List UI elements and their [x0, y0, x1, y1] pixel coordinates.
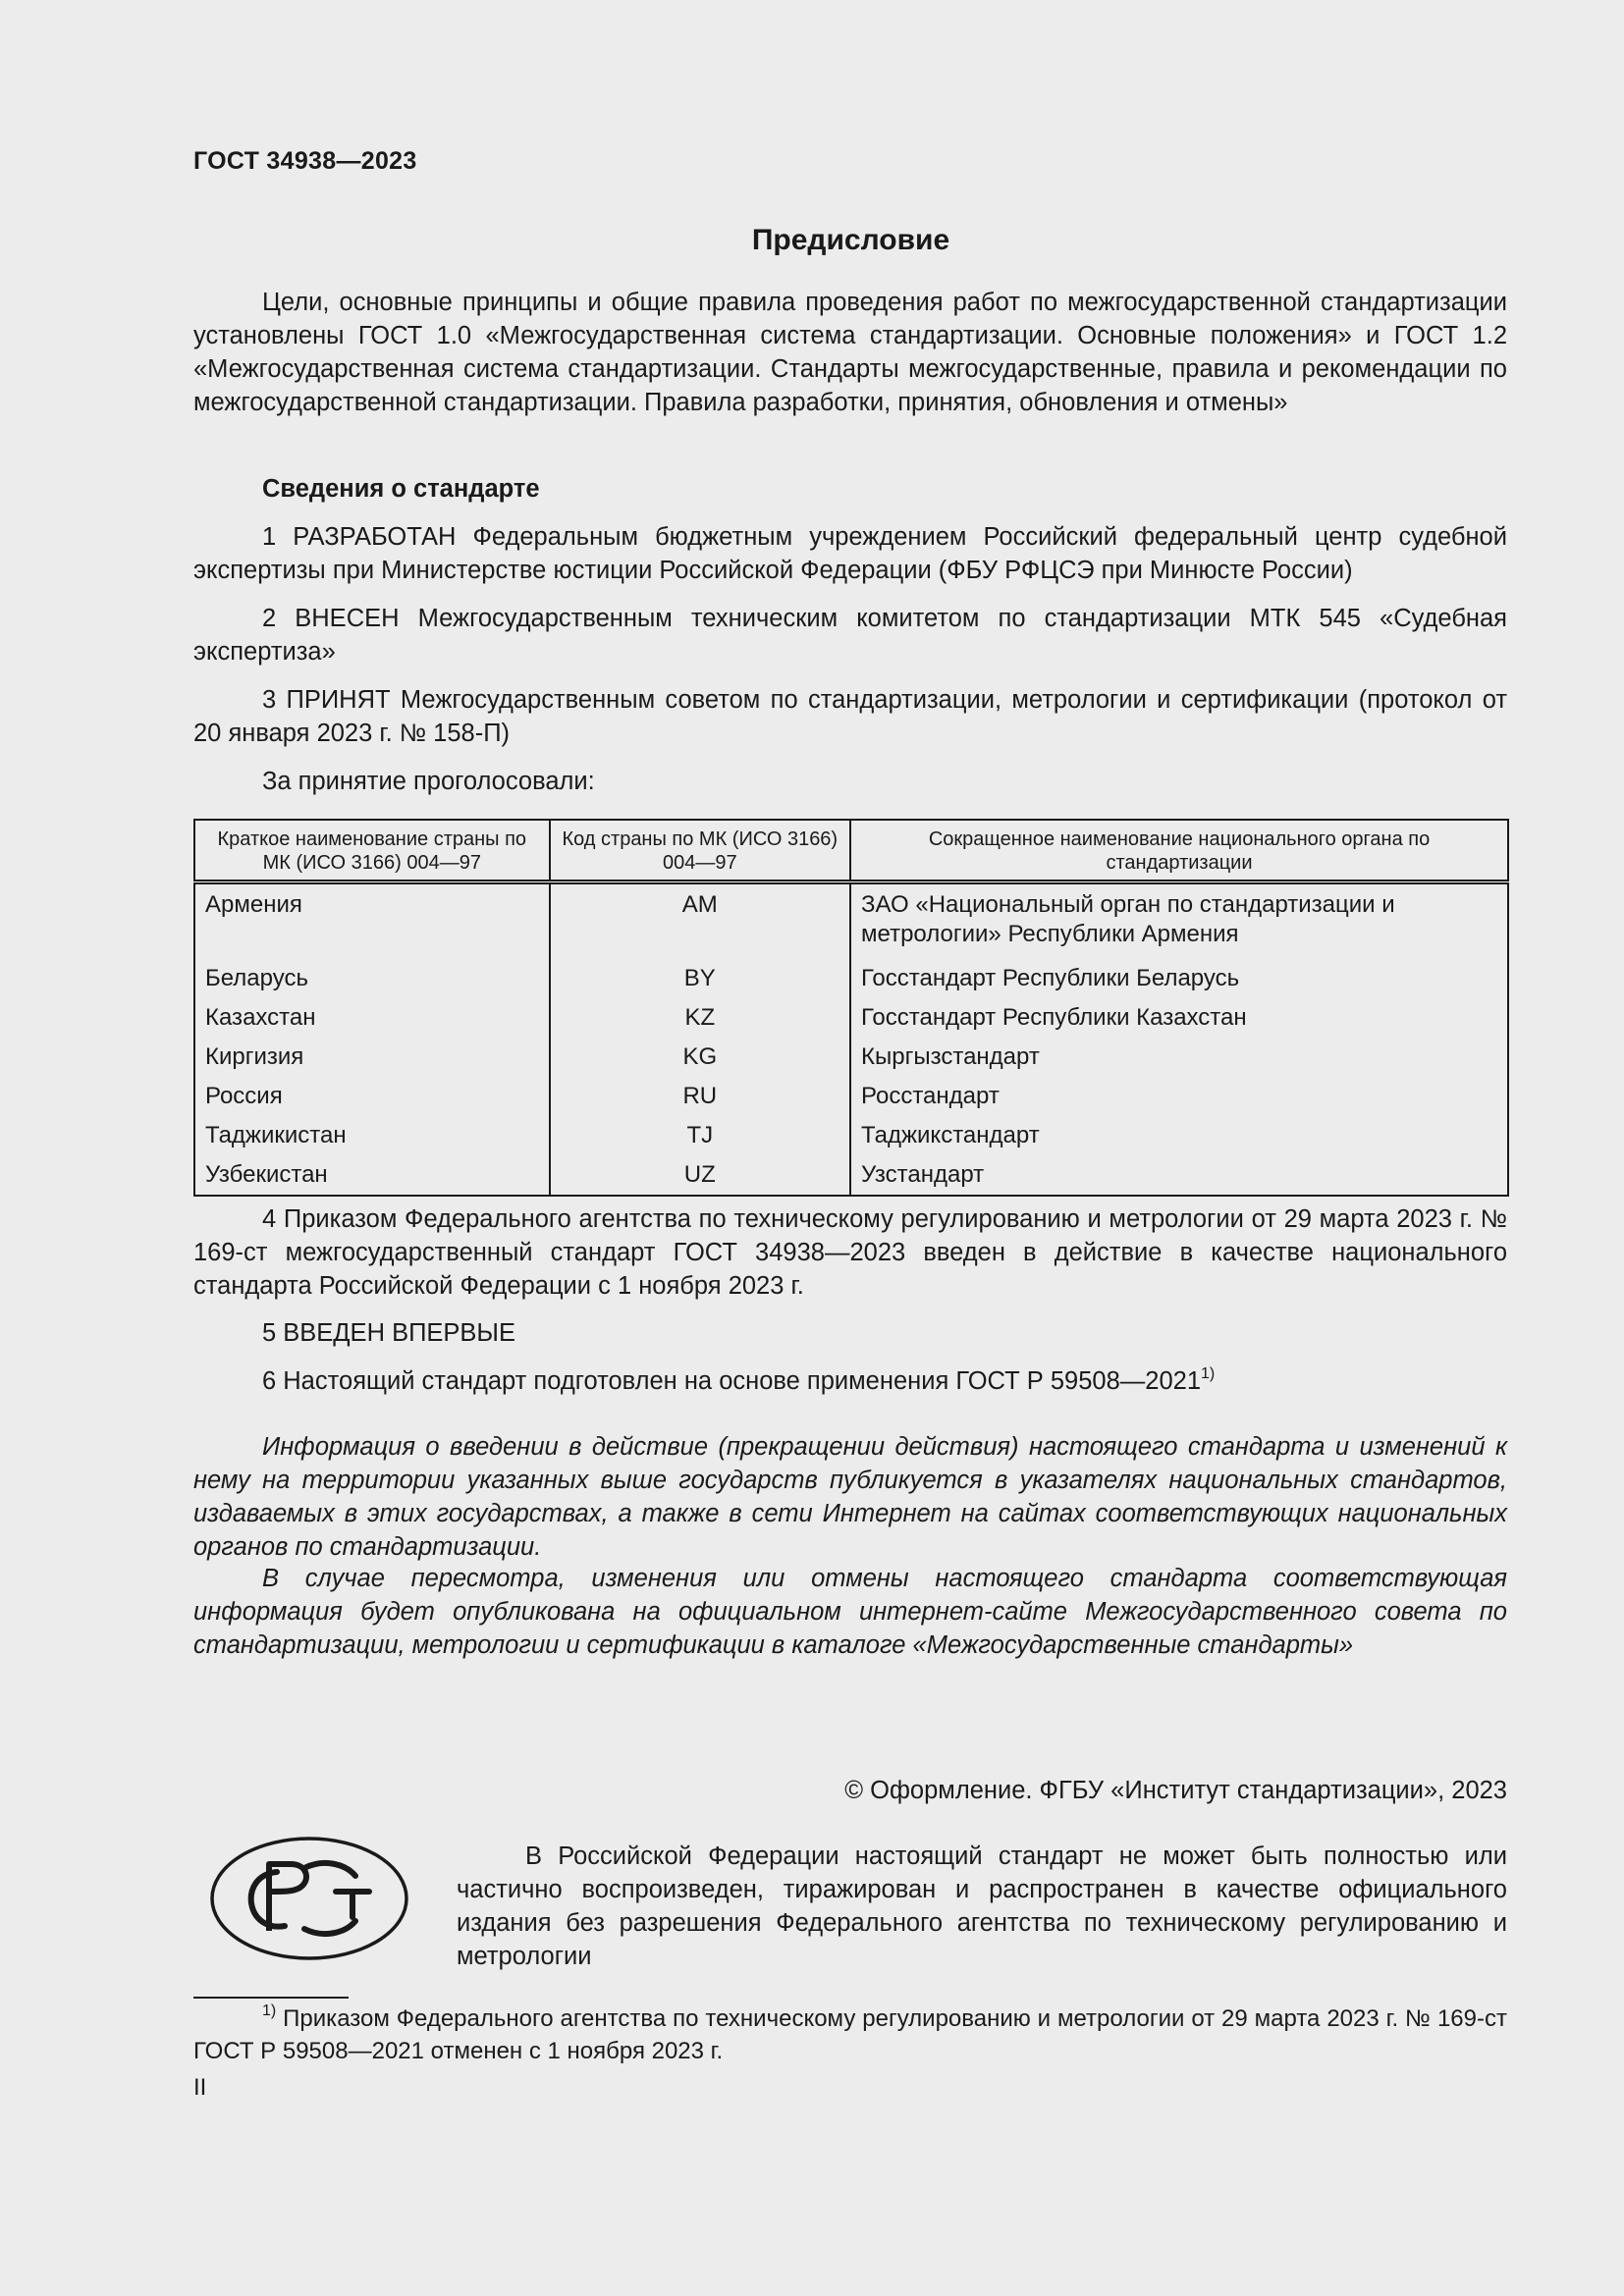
item-based-on-text: 6 Настоящий стандарт подготовлен на основе применения ГОСТ Р 59508—2021: [262, 1367, 1202, 1395]
country-name-cell: Узбекистан: [194, 1155, 550, 1196]
voting-countries-table: [193, 819, 1509, 1197]
footnote: [193, 2002, 1507, 2067]
table-row: [194, 1116, 1508, 1155]
country-name-cell: Киргизия: [194, 1038, 550, 1077]
country-name-cell: Таджикистан: [194, 1116, 550, 1155]
country-code-cell: TJ: [550, 1116, 850, 1155]
country-code-cell: RU: [550, 1077, 850, 1116]
country-code-cell: AM: [550, 882, 850, 960]
country-code-cell: UZ: [550, 1155, 850, 1196]
header-country-name: Краткое наименование страны по МК (ИСО 3166) 004—97: [194, 820, 550, 882]
country-name-cell: Беларусь: [194, 959, 550, 998]
intro-paragraph: Цели, основные принципы и общие правила проведения работ по межгосударственной стандартизации установлены ГОСТ 1.0 «Межгосударственная система стандартизации. Основные положения» и ГОСТ 1.2 «Межгосударственная система стандартизации. Стандарты межгосударственные, правила и рекомендации по межгосударственной стандартизации. Правила разработки, принятия, обновления и отмены»: [193, 289, 1507, 416]
footnote-reference: 1): [1201, 1365, 1216, 1382]
item-based-on: [193, 1364, 1507, 1398]
page-title: Предисловие: [751, 224, 950, 256]
table-header-row: [194, 820, 1508, 882]
copyright-line: © Оформление. ФГБУ «Институт стандартизации», 2023: [844, 1777, 1507, 1804]
country-code-cell: KG: [550, 1038, 850, 1077]
item-adopted: 3 ПРИНЯТ Межгосударственным советом по стандартизации, метрологии и сертификации (протокол от 20 января 2023 г. № 158-П): [193, 686, 1507, 747]
vote-intro: За принятие проголосовали:: [262, 768, 595, 795]
document-code: ГОСТ 34938—2023: [193, 147, 417, 175]
info-paragraph-1: Информация о введении в действие (прекращении действия) настоящего стандарта и изменений к нему на территории указанных выше государств публикуется в указателях национальных стандартов, издаваемых в этих государствах, а также в сети Интернет на сайтах соответствующих национальных органов по стандартизации.: [193, 1433, 1507, 1561]
national-body-cell: Узстандарт: [850, 1155, 1508, 1196]
footnote-divider: [193, 1997, 349, 1999]
item-first-introduced: 5 ВВЕДЕН ВПЕРВЫЕ: [262, 1319, 516, 1347]
table-row: [194, 882, 1508, 960]
national-body-cell: Госстандарт Республики Беларусь: [850, 959, 1508, 998]
header-national-body: Сокращенное наименование национального органа по стандартизации: [850, 820, 1508, 882]
reproduction-notice: В Российской Федерации настоящий стандарт не может быть полностью или частично воспроизведен, тиражирован и распространен в качестве официального издания без разрешения Федерального агентства по техническому регулированию и метрологии: [457, 1842, 1507, 1970]
info-paragraph-2: В случае пересмотра, изменения или отмены настоящего стандарта соответствующая информация будет опубликована на официальном интернет-сайте Межгосударственного совета по стандартизации, метрологии и сертификации в каталоге «Межгосударственные стандарты»: [193, 1565, 1507, 1659]
footnote-text: Приказом Федерального агентства по техническому регулированию и метрологии от 29 марта 2023 г. № 169-ст ГОСТ Р 59508—2021 отменен с 1 ноября 2023 г.: [193, 2005, 1507, 2064]
country-name-cell: Россия: [194, 1077, 550, 1116]
country-name-cell: Казахстан: [194, 998, 550, 1038]
national-body-cell: Росстандарт: [850, 1077, 1508, 1116]
national-body-cell: Госстандарт Республики Казахстан: [850, 998, 1508, 1038]
footnote-marker: 1): [262, 2002, 277, 2019]
table-row: [194, 1038, 1508, 1077]
national-body-cell: ЗАО «Национальный орган по стандартизации и метрологии» Республики Армения: [850, 882, 1508, 960]
header-country-code: Код страны по МК (ИСО 3166) 004—97: [550, 820, 850, 882]
national-body-cell: Таджикстандарт: [850, 1116, 1508, 1155]
rst-certification-mark-icon: [208, 1835, 410, 1962]
national-body-cell: Кыргызстандарт: [850, 1038, 1508, 1077]
page-number: II: [193, 2074, 207, 2101]
table-row: [194, 1077, 1508, 1116]
table-row: [194, 998, 1508, 1038]
section-heading: Сведения о стандарте: [262, 475, 540, 503]
item-enacted: 4 Приказом Федерального агентства по техническому регулированию и метрологии от 29 марта 2023 г. № 169-ст межгосударственный стандарт ГОСТ 34938—2023 введен в действие в качестве национального стандарта Российской Федерации с 1 ноября 2023 г.: [193, 1205, 1507, 1300]
item-submitted: 2 ВНЕСЕН Межгосударственным техническим комитетом по стандартизации МТК 545 «Судебная экспертиза»: [193, 605, 1507, 666]
country-code-cell: BY: [550, 959, 850, 998]
table-row: [194, 959, 1508, 998]
item-developed: 1 РАЗРАБОТАН Федеральным бюджетным учреждением Российский федеральный центр судебной экспертизы при Министерстве юстиции Российской Федерации (ФБУ РФЦСЭ при Минюсте России): [193, 523, 1507, 584]
country-name-cell: Армения: [194, 882, 550, 960]
country-code-cell: KZ: [550, 998, 850, 1038]
table-row: [194, 1155, 1508, 1196]
